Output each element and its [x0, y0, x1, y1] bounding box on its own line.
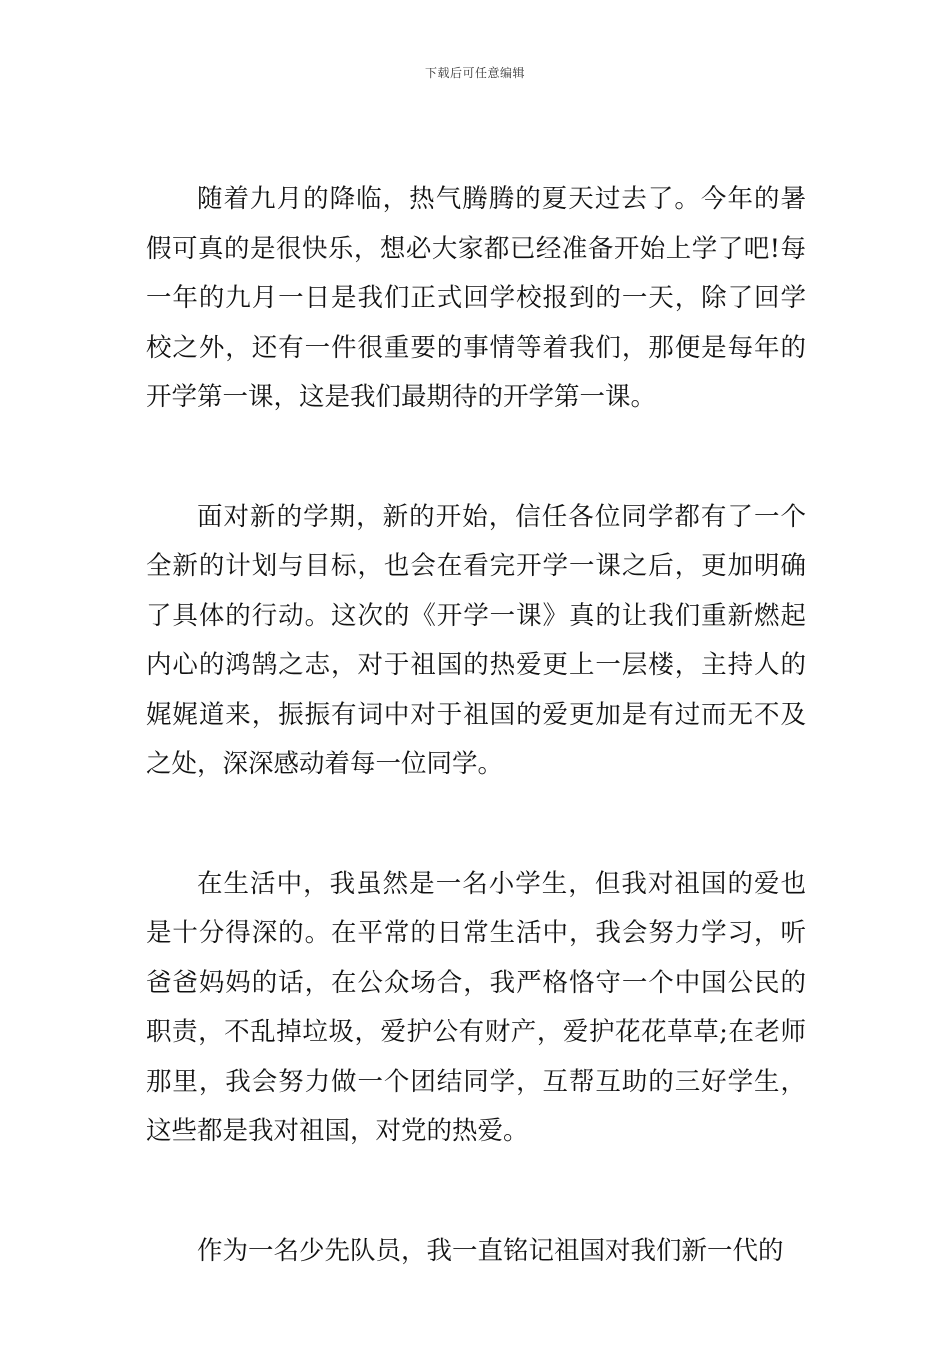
paragraph-2: 面对新的学期，新的开始，信任各位同学都有了一个全新的计划与目标，也会在看完开学一课之后，更加明确了具体的行动。这次的《开学一课》真的让我们重新燃起内心的鸿鹄之志，对于祖国的热爱更上一层楼，主持人的娓娓道来，振振有词中对于祖国的爱更加是有过而无不及之处，深深感动着每一位同学。: [146, 501, 806, 779]
paragraph-3: 在生活中，我虽然是一名小学生，但我对祖国的爱也是十分得深的。在平常的日常生活中，我会努力学习，听爸爸妈妈的话，在公众场合，我严格恪守一个中国公民的职责，不乱掉垃圾，爱护公有财产，爱护花花草草;在老师那里，我会努力做一个团结同学，互帮互助的三好学生，这些都是我对祖国，对党的热爱。: [146, 868, 806, 1146]
paragraph-4: 作为一名少先队员，我一直铭记祖国对我们新一代的: [197, 1235, 784, 1266]
paragraph-1: 随着九月的降临，热气腾腾的夏天过去了。今年的暑假可真的是很快乐，想必大家都已经准备开始上学了吧!每一年的九月一日是我们正式回学校报到的一天，除了回学校之外，还有一件很重要的事情等着我们，那便是每年的开学第一课，这是我们最期待的开学第一课。: [146, 184, 806, 412]
document-body: [146, 175, 806, 1346]
header-note: 下载后可任意编辑: [424, 66, 525, 80]
